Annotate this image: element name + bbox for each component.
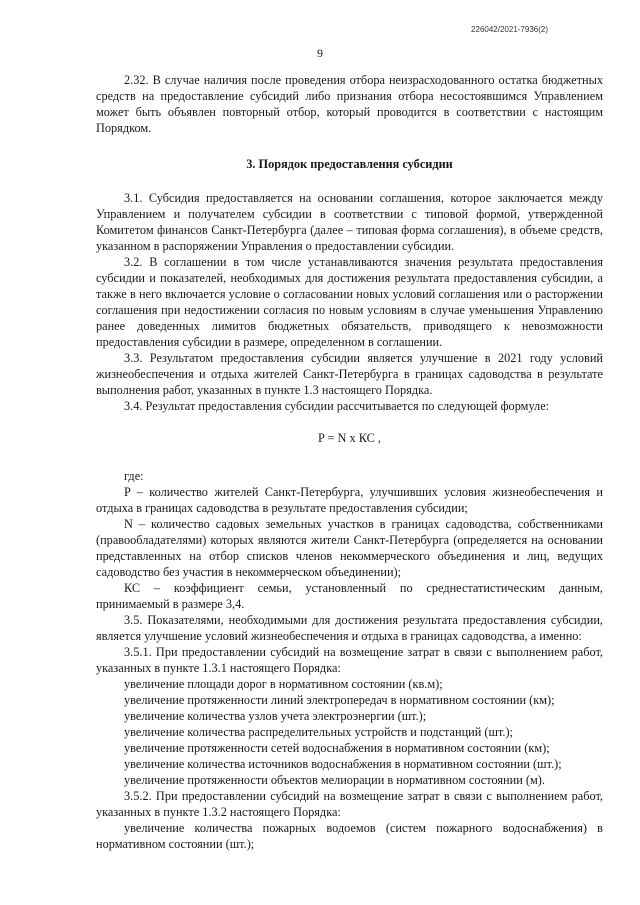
list-item-3-5-2: увеличение количества пожарных водоемов (систем пожарного водоснабжения) в нормативном состоянии (шт.);: [96, 821, 603, 851]
list-item: увеличение протяженности сетей водоснабжения в нормативном состоянии (км);: [124, 741, 550, 755]
where-label: где:: [124, 469, 144, 483]
list-item: увеличение протяженности объектов мелиорации в нормативном состоянии (м).: [124, 773, 545, 787]
paragraph-3-5-2: 3.5.2. При предоставлении субсидий на возмещение затрат в связи с выполнением работ, указанных в пункте 1.3.2 настоящего Порядка:: [96, 789, 603, 819]
document-number: 226042/2021-7936(2): [471, 25, 548, 34]
section-heading: 3. Порядок предоставления субсидии: [246, 157, 453, 171]
paragraph-3-3: 3.3. Результатом предоставления субсидии является улучшение в 2021 году условий жизнеобеспечения и отдыха жителей Санкт-Петербурга в границах садоводства в результате выполнения работ, указанных в пункте 1.3 настоящего Порядка.: [96, 351, 603, 397]
definition-kc: КС – коэффициент семьи, установленный по среднестатистическим данным, принимаемый в размере 3,4.: [96, 581, 603, 611]
definition-p: P – количество жителей Санкт-Петербурга, улучшивших условия жизнеобеспечения и отдыха в границах садоводства в результате предоставления субсидии;: [96, 485, 603, 515]
paragraph-3-2: 3.2. В соглашении в том числе устанавливаются значения результата предоставления субсидии и показателей, необходимых для достижения результата предоставления субсидии, а также в него включается условие о согласовании новых условий соглашения или о расторжении соглашения при недостижении согласия по новым условиям в случае уменьшения Управлению ранее доведенных лимитов бюджетных обязательств, приводящего к невозможности предоставления субсидии в размере, определенном в соглашении.: [96, 255, 603, 349]
list-3-5-1: [96, 676, 603, 788]
paragraph-3-5: 3.5. Показателями, необходимыми для достижения результата предоставления субсидии, является улучшение условий жизнеобеспечения и отдыха в границах садоводства, а именно:: [96, 613, 603, 643]
paragraph-2-32: 2.32. В случае наличия после проведения отбора неизрасходованного остатка бюджетных средств на предоставление субсидий либо признания отбора несостоявшимся Управлением может быть объявлен повторный отбор, который проводится в соответствии с настоящим Порядком.: [96, 73, 603, 135]
definition-n: N – количество садовых земельных участков в границах садоводства, собственниками (правообладателями) которых являются жители Санкт-Петербурга (определяется на основании представленных на отбор списков членов некоммерческого объединения и лиц, ведущих садоводство без участия в некоммерческом объединении);: [96, 517, 603, 579]
formula: P = N x КС ,: [318, 431, 381, 445]
list-item: увеличение протяженности линий электропередач в нормативном состоянии (км);: [124, 693, 555, 707]
paragraph-3-1: 3.1. Субсидия предоставляется на основании соглашения, которое заключается между Управлением и получателем субсидии в соответствии с типовой формой, утвержденной Комитетом финансов Санкт-Петербурга (далее – типовая форма соглашения), в объеме средств, указанном в распоряжении Управления о предоставлении субсидии.: [96, 191, 603, 253]
paragraph-3-5-1: 3.5.1. При предоставлении субсидий на возмещение затрат в связи с выполнением работ, указанных в пункте 1.3.1 настоящего Порядка:: [96, 645, 603, 675]
document-body: [96, 72, 603, 852]
list-item: увеличение площади дорог в нормативном состоянии (кв.м);: [124, 677, 443, 691]
list-item: увеличение количества распределительных устройств и подстанций (шт.);: [124, 725, 514, 739]
paragraph-3-4: 3.4. Результат предоставления субсидии рассчитывается по следующей формуле:: [124, 399, 550, 413]
list-item: увеличение количества узлов учета электроэнергии (шт.);: [124, 709, 427, 723]
list-item: увеличение количества источников водоснабжения в нормативном состоянии (шт.);: [124, 757, 562, 771]
page-number: 9: [317, 46, 323, 60]
